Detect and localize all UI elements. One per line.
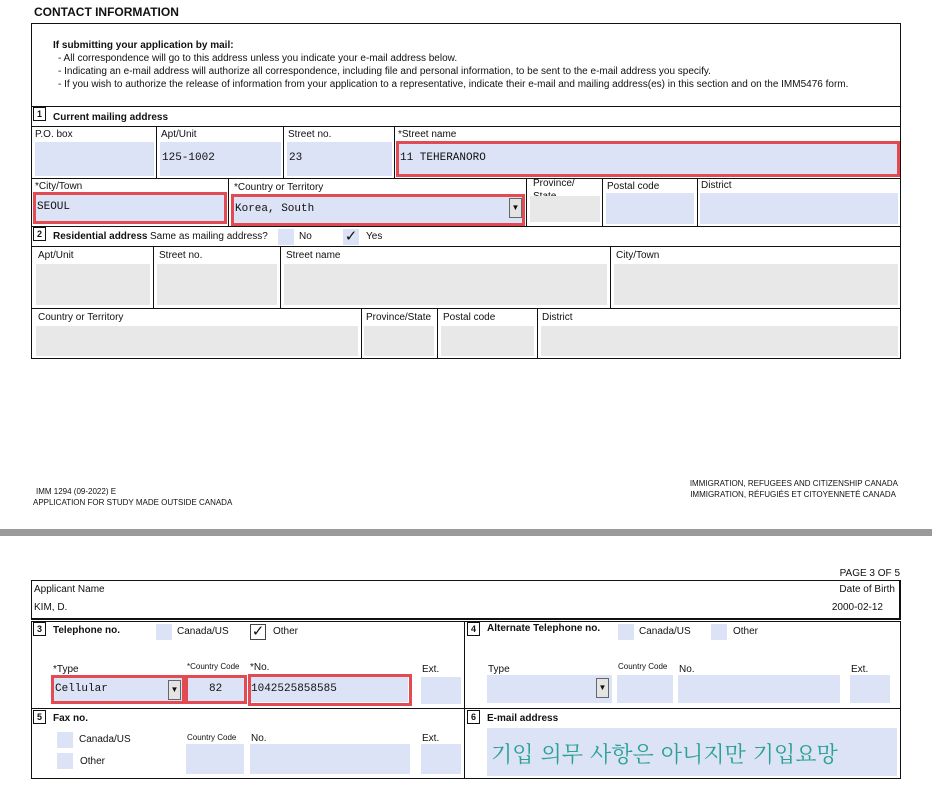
dropdown-arrow-icon[interactable]: ▼ — [168, 680, 181, 700]
res-street-name-label: Street name — [286, 250, 341, 261]
telephone-type-value: Cellular — [55, 683, 108, 695]
district-input[interactable] — [700, 193, 898, 224]
fax-canada-us-label: Canada/US — [79, 734, 131, 745]
same-address-no-label: No — [299, 231, 312, 242]
divider — [153, 246, 154, 308]
email-note: 기입 의무 사항은 아니지만 기입요망 — [491, 743, 838, 768]
divider — [610, 246, 611, 308]
page-separator — [0, 529, 932, 536]
section-number: 2 — [33, 227, 46, 241]
alt-telephone-other-checkbox[interactable] — [711, 624, 727, 640]
telephone-title: Telephone no. — [53, 625, 121, 636]
res-district-label: District — [542, 312, 573, 323]
alt-telephone-number-input[interactable] — [678, 675, 840, 703]
res-street-no-input[interactable] — [157, 264, 277, 305]
divider — [31, 126, 901, 127]
section-number: 1 — [33, 107, 46, 121]
fax-title: Fax no. — [53, 713, 89, 724]
telephone-country-code-value: 82 — [209, 683, 223, 695]
residential-address-title: Residential address — [53, 231, 148, 242]
district-label: District — [701, 180, 732, 191]
divider — [280, 246, 281, 308]
alt-telephone-title: Alternate Telephone no. — [487, 623, 601, 634]
alt-telephone-no-label: No. — [679, 664, 695, 675]
same-address-no-checkbox[interactable] — [278, 229, 294, 245]
street-no-label: Street no. — [288, 129, 332, 140]
telephone-other-label: Other — [273, 626, 299, 637]
street-name-value: 11 TEHERANORO — [400, 152, 486, 164]
divider — [31, 226, 901, 227]
fax-other-label: Other — [80, 756, 106, 767]
applicant-name-value: KIM, D. — [34, 602, 68, 613]
divider — [31, 308, 901, 309]
divider — [156, 126, 157, 178]
po-box-label: P.O. box — [35, 129, 73, 140]
dob-label: Date of Birth — [839, 584, 895, 595]
fax-other-checkbox[interactable] — [57, 753, 73, 769]
alt-telephone-type-select[interactable] — [487, 675, 612, 703]
checkmark-icon: ✓ — [251, 623, 265, 640]
instruction-line: - If you wish to authorize the release of information from your application to a representative, indicate their e-mail and mailing address(es) in this section and on the IMM5476 form. — [58, 79, 849, 90]
same-address-yes-label: Yes — [366, 231, 383, 242]
divider — [31, 621, 32, 779]
res-street-name-input[interactable] — [284, 264, 607, 305]
country-value: Korea, South — [235, 203, 315, 215]
fax-ext-label: Ext. — [422, 733, 440, 744]
postal-code-input[interactable] — [606, 193, 694, 224]
department-name-fr: IMMIGRATION, RÉFUGIÉS ET CITOYENNETÉ CANADA — [690, 490, 896, 499]
city-label: *City/Town — [35, 181, 83, 192]
mailing-address-title: Current mailing address — [53, 112, 169, 123]
alt-telephone-country-code-label: Country Code — [618, 662, 668, 671]
res-apt-input[interactable] — [36, 264, 150, 305]
instructions-heading: If submitting your application by mail: — [53, 40, 234, 51]
street-no-input[interactable] — [287, 142, 392, 176]
res-country-label: Country or Territory — [38, 312, 124, 323]
divider — [31, 778, 901, 779]
res-province-label: Province/State — [366, 312, 432, 323]
country-label: *Country or Territory — [234, 182, 324, 193]
department-name-en: IMMIGRATION, REFUGEES AND CITIZENSHIP CANADA — [689, 479, 898, 488]
alt-telephone-canada-us-label: Canada/US — [639, 626, 691, 637]
res-country-select[interactable] — [36, 326, 358, 356]
same-as-mailing-question: Same as mailing address? — [150, 231, 268, 242]
telephone-canada-us-label: Canada/US — [177, 626, 229, 637]
apt-unit-label: Apt/Unit — [161, 129, 197, 140]
divider — [394, 126, 395, 178]
telephone-type-label: *Type — [53, 664, 79, 675]
section-number: 4 — [467, 622, 480, 636]
telephone-country-code-label: *Country Code — [187, 662, 240, 671]
postal-code-label: Postal code — [607, 181, 660, 192]
divider — [537, 308, 538, 358]
alt-telephone-ext-label: Ext. — [851, 664, 869, 675]
email-title: E-mail address — [487, 713, 559, 724]
section-number: 3 — [33, 622, 46, 636]
country-code-highlight — [185, 675, 247, 704]
fax-country-code-input[interactable] — [186, 744, 244, 774]
alt-telephone-canada-us-checkbox[interactable] — [618, 624, 634, 640]
section-number: 6 — [467, 710, 480, 724]
divider — [31, 246, 901, 247]
province-label: Province/ — [533, 178, 575, 189]
telephone-canada-us-checkbox[interactable] — [156, 624, 172, 640]
divider — [526, 178, 527, 226]
checkmark-icon: ✓ — [344, 228, 358, 245]
instruction-line: - All correspondence will go to this address unless you indicate your e-mail address below. — [58, 53, 458, 64]
telephone-type-highlight — [51, 675, 185, 704]
telephone-ext-label: Ext. — [422, 664, 440, 675]
alt-telephone-country-code-input[interactable] — [617, 675, 673, 703]
instruction-line: - Indicating an e-mail address will authorize all correspondence, including file and personal information, to be sent to the e-mail address you specify. — [58, 66, 711, 77]
res-district-input[interactable] — [541, 326, 898, 356]
divider — [437, 308, 438, 358]
res-apt-label: Apt/Unit — [38, 250, 74, 261]
fax-canada-us-checkbox[interactable] — [57, 732, 73, 748]
applicant-header-box — [31, 580, 901, 620]
res-postal-input[interactable] — [441, 326, 534, 356]
alt-telephone-type-label: Type — [488, 664, 510, 675]
divider — [464, 621, 465, 779]
divider — [900, 621, 901, 779]
city-value: SEOUL — [37, 201, 71, 213]
divider — [361, 308, 362, 358]
telephone-ext-input[interactable] — [421, 677, 461, 704]
section-title: CONTACT INFORMATION — [34, 5, 179, 19]
res-street-no-label: Street no. — [159, 250, 203, 261]
divider — [228, 178, 229, 226]
fax-ext-input[interactable] — [421, 744, 461, 774]
province-input[interactable] — [530, 196, 600, 222]
divider — [31, 106, 901, 107]
telephone-no-label: *No. — [250, 662, 270, 673]
street-name-highlight — [396, 141, 900, 177]
country-highlight — [231, 194, 525, 226]
dropdown-arrow-icon[interactable]: ▼ — [596, 678, 609, 698]
telephone-number-highlight — [248, 674, 412, 706]
applicant-name-label: Applicant Name — [34, 584, 105, 595]
fax-number-input[interactable] — [250, 744, 410, 774]
divider — [31, 708, 901, 709]
alt-telephone-ext-input[interactable] — [850, 675, 890, 703]
apt-unit-value: 125-1002 — [162, 152, 215, 164]
po-box-input[interactable] — [35, 142, 154, 176]
telephone-number-value: 1042525858585 — [251, 683, 337, 695]
fax-country-code-label: Country Code — [187, 733, 237, 742]
divider — [602, 178, 603, 226]
page-number: PAGE 3 OF 5 — [839, 568, 900, 579]
form-code: IMM 1294 (09-2022) E — [36, 487, 117, 496]
section-number: 5 — [33, 710, 46, 724]
divider — [31, 621, 901, 622]
city-highlight — [33, 192, 227, 224]
street-name-label: *Street name — [398, 129, 457, 140]
alt-telephone-other-label: Other — [733, 626, 759, 637]
res-postal-label: Postal code — [443, 312, 496, 323]
fax-no-label: No. — [251, 733, 267, 744]
res-city-label: City/Town — [616, 250, 660, 261]
divider — [283, 126, 284, 178]
res-province-input[interactable] — [364, 326, 434, 356]
divider — [31, 178, 901, 179]
res-city-input[interactable] — [614, 264, 898, 305]
form-name: APPLICATION FOR STUDY MADE OUTSIDE CANADA — [33, 498, 233, 507]
dob-value: 2000-02-12 — [831, 602, 883, 613]
dropdown-arrow-icon[interactable]: ▼ — [509, 198, 522, 218]
street-no-value: 23 — [289, 152, 303, 164]
divider — [697, 178, 698, 226]
